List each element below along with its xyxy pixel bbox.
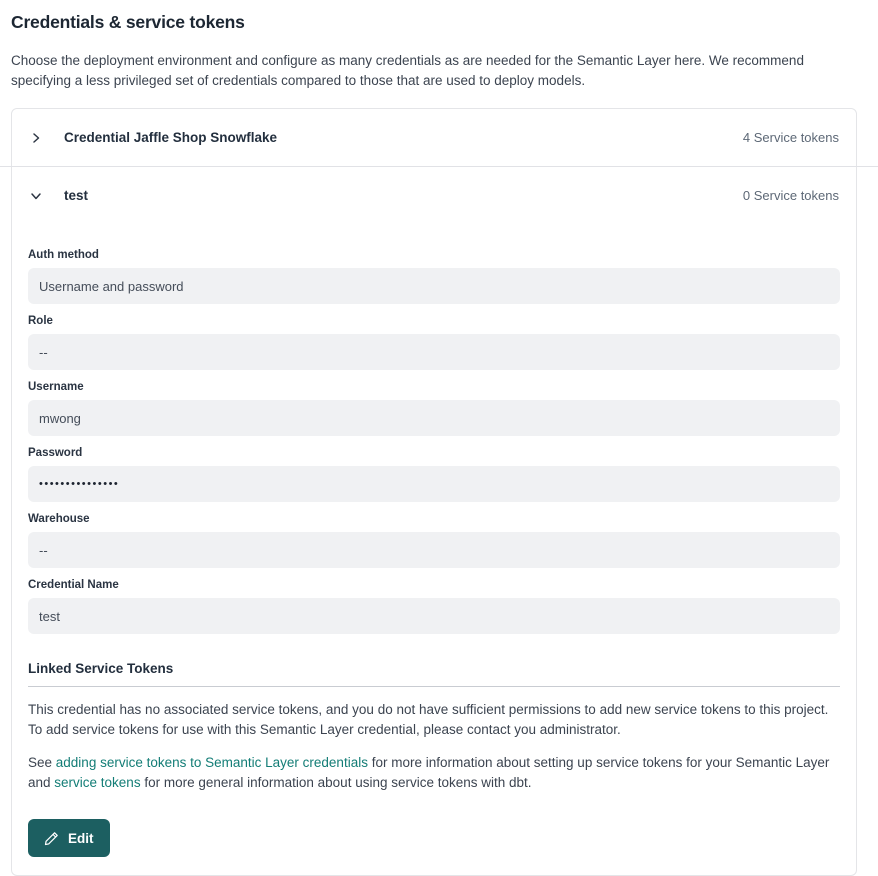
chevron-right-icon [29,131,43,145]
service-token-count: 0 Service tokens [742,188,839,203]
credential-title: Credential Jaffle Shop Snowflake [64,130,278,145]
linked-service-tokens-heading: Linked Service Tokens [28,661,174,676]
chevron-down-icon [29,189,43,203]
warehouse-field: -- [28,532,840,568]
accordion-row-test[interactable] [12,167,856,224]
password-field: ••••••••••••••• [28,466,840,502]
page-description: Choose the deployment environment and configure as many credentials as are needed for the Semantic Layer here. We recommend specifying a less privileged set of credentials compared to those that are used to deploy models. [11,53,804,88]
role-field: -- [28,334,840,370]
service-tokens-link[interactable]: service tokens [54,775,141,790]
password-label: Password [28,447,83,459]
credential-name-label: Credential Name [28,579,119,591]
pencil-icon [44,831,59,846]
auth-method-label: Auth method [28,249,99,261]
auth-method-field: Username and password [28,268,840,304]
credential-title: test [64,188,89,203]
role-label: Role [28,315,53,327]
docs-text: for more information about setting up service tokens for your Semantic Layer and [28,755,830,790]
edit-button[interactable] [28,819,110,857]
docs-text: See [28,755,56,770]
warehouse-label: Warehouse [28,513,90,525]
section-rule [28,686,840,687]
credentials-card [11,108,857,876]
username-field: mwong [28,400,840,436]
no-tokens-message: This credential has no associated service tokens, and you do not have sufficient permissions to add new service tokens to this project. To add service tokens for use with this Semantic Layer credential, please contact you administrator. [28,702,829,737]
credential-detail-form [12,224,856,875]
edit-button-label: Edit [68,830,94,846]
page-title: Credentials & service tokens [11,12,245,32]
adding-service-tokens-link[interactable]: adding service tokens to Semantic Layer credentials [55,755,368,770]
docs-text: for more general information about using service tokens with dbt. [140,775,532,790]
docs-message [28,753,840,793]
accordion-row-credential-jaffle-shop-snowflake[interactable] [12,109,856,166]
credential-name-field: test [28,598,840,634]
service-token-count: 4 Service tokens [742,130,839,145]
username-label: Username [28,381,84,393]
